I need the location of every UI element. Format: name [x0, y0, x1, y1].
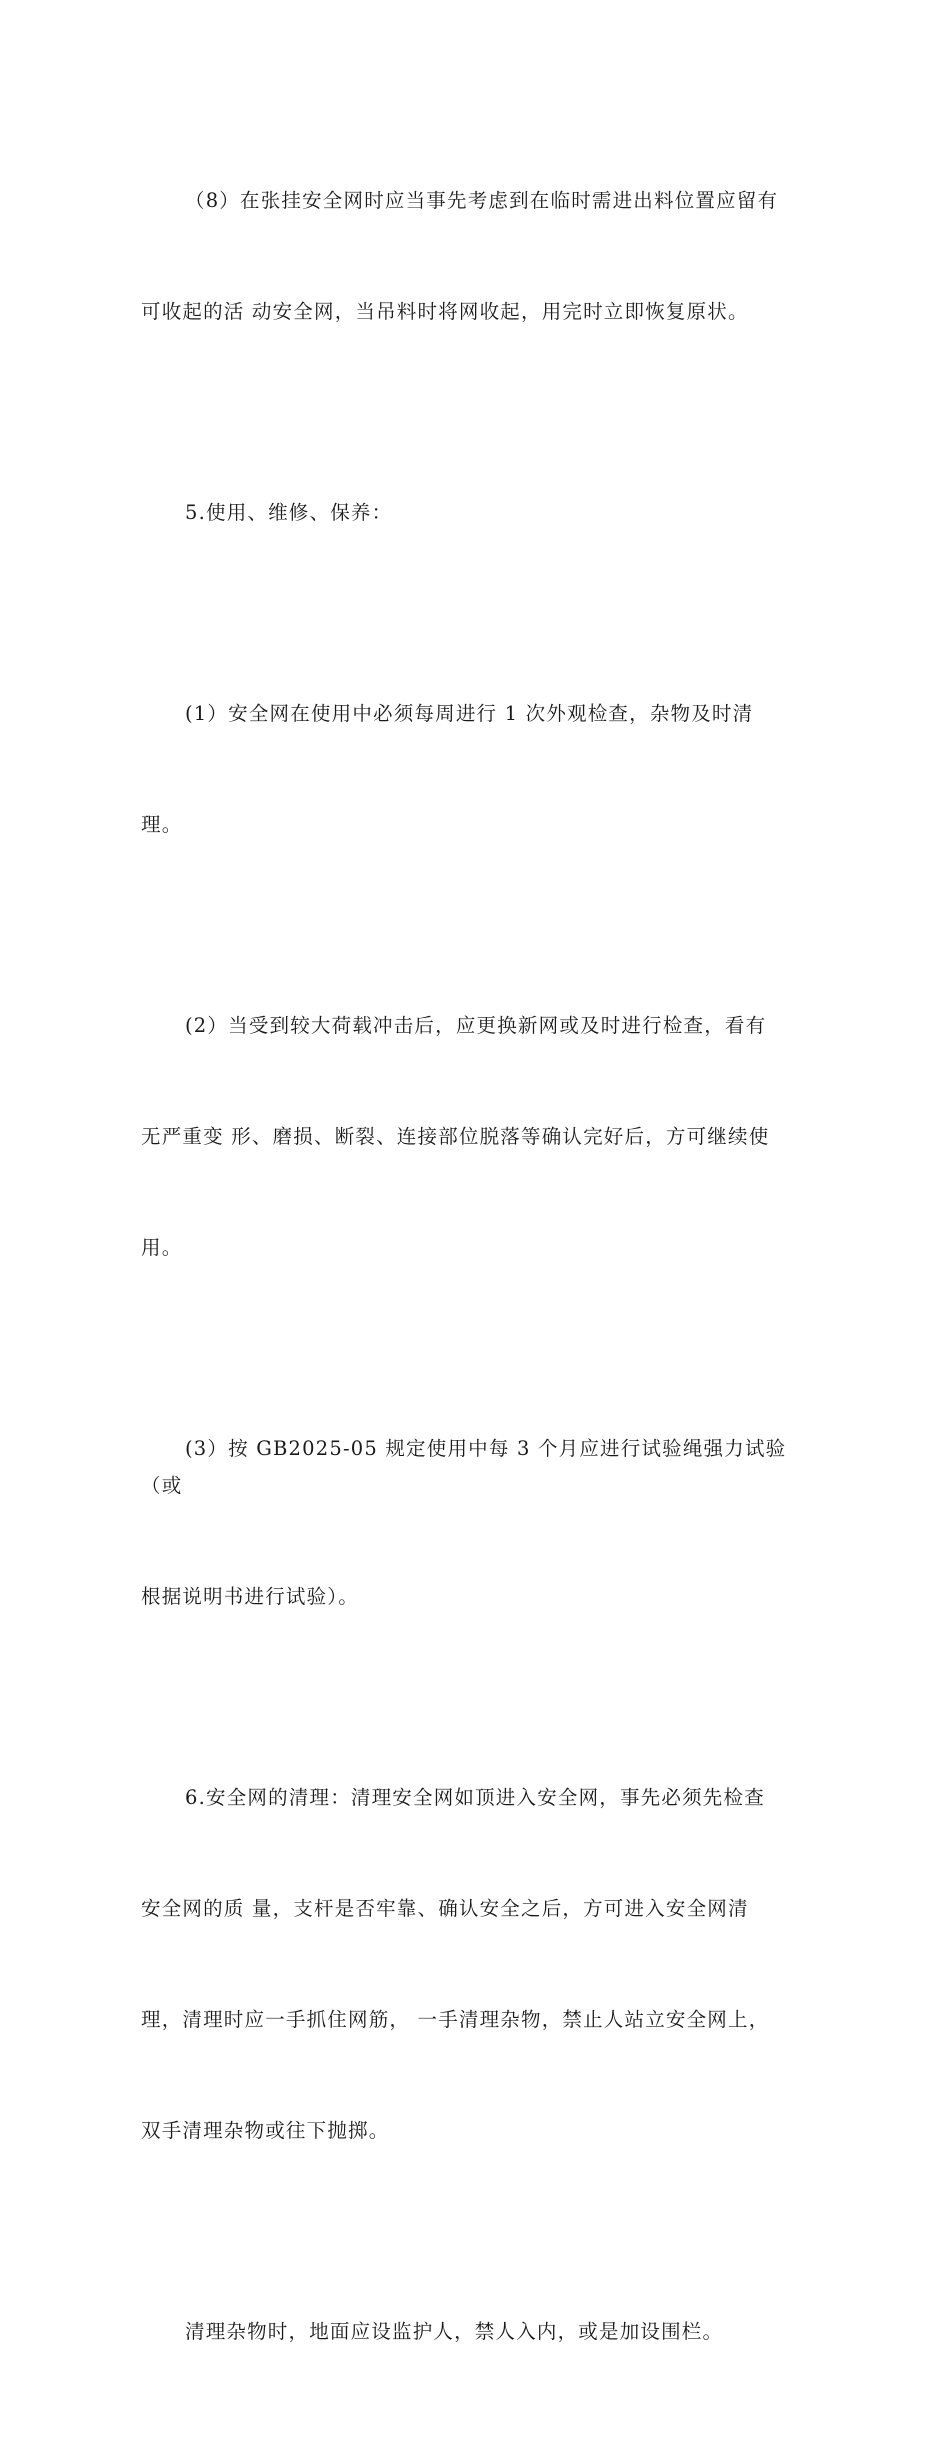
section-6-net-cleaning	[141, 1705, 813, 2223]
text-line: 清理杂物时，地面应设监护人，禁人入内，或是加设围栏。	[185, 2320, 724, 2343]
paragraph-2-impact-check	[141, 933, 813, 1340]
text-line: 无严重变 形、磨损、断裂、连接部位脱落等确认完好后，方可继续使	[141, 1125, 770, 1148]
text-line: 6.安全网的清理：清理安全网如顶进入安全网，事先必须先检查	[185, 1786, 765, 1809]
text-line: （8）在张挂安全网时应当事先考虑到在临时需进出料位置应留有	[185, 189, 779, 212]
text-line: 双手清理杂物或往下抛掷。	[141, 2119, 390, 2142]
paragraph-1-weekly-inspection	[141, 621, 813, 917]
text-line: (1）安全网在使用中必须每周进行 1 次外观检查，杂物及时清	[185, 702, 754, 725]
text-line: (2）当受到较大荷载冲击后，应更换新网或及时进行检查，看有	[185, 1014, 767, 1037]
paragraph-8-net-installation	[141, 108, 813, 404]
text-line: 5.使用、维修、保养：	[185, 501, 393, 524]
text-line: 安全网的质 量，支杆是否牢靠、确认安全之后，方可进入安全网清	[141, 1897, 749, 1920]
text-line: (3）按 GB2025-05 规定使用中每 3 个月应进行试验绳强力试验（或	[141, 1437, 787, 1497]
text-line: 可收起的活 动安全网，当吊料时将网收起，用完时立即恢复原状。	[141, 300, 749, 323]
text-line: 根据说明书进行试验）。	[141, 1585, 359, 1608]
document-body	[141, 108, 813, 2440]
text-line: 用。	[141, 1236, 183, 1259]
text-line: 理。	[141, 813, 183, 836]
text-line: 理，清理时应一手抓住网筋， 一手清理杂物，禁止人站立安全网上，	[141, 2008, 770, 2031]
paragraph-3-strength-test	[141, 1356, 813, 1689]
paragraph-cleaning-supervision	[141, 2239, 813, 2424]
section-heading-5	[141, 420, 813, 605]
